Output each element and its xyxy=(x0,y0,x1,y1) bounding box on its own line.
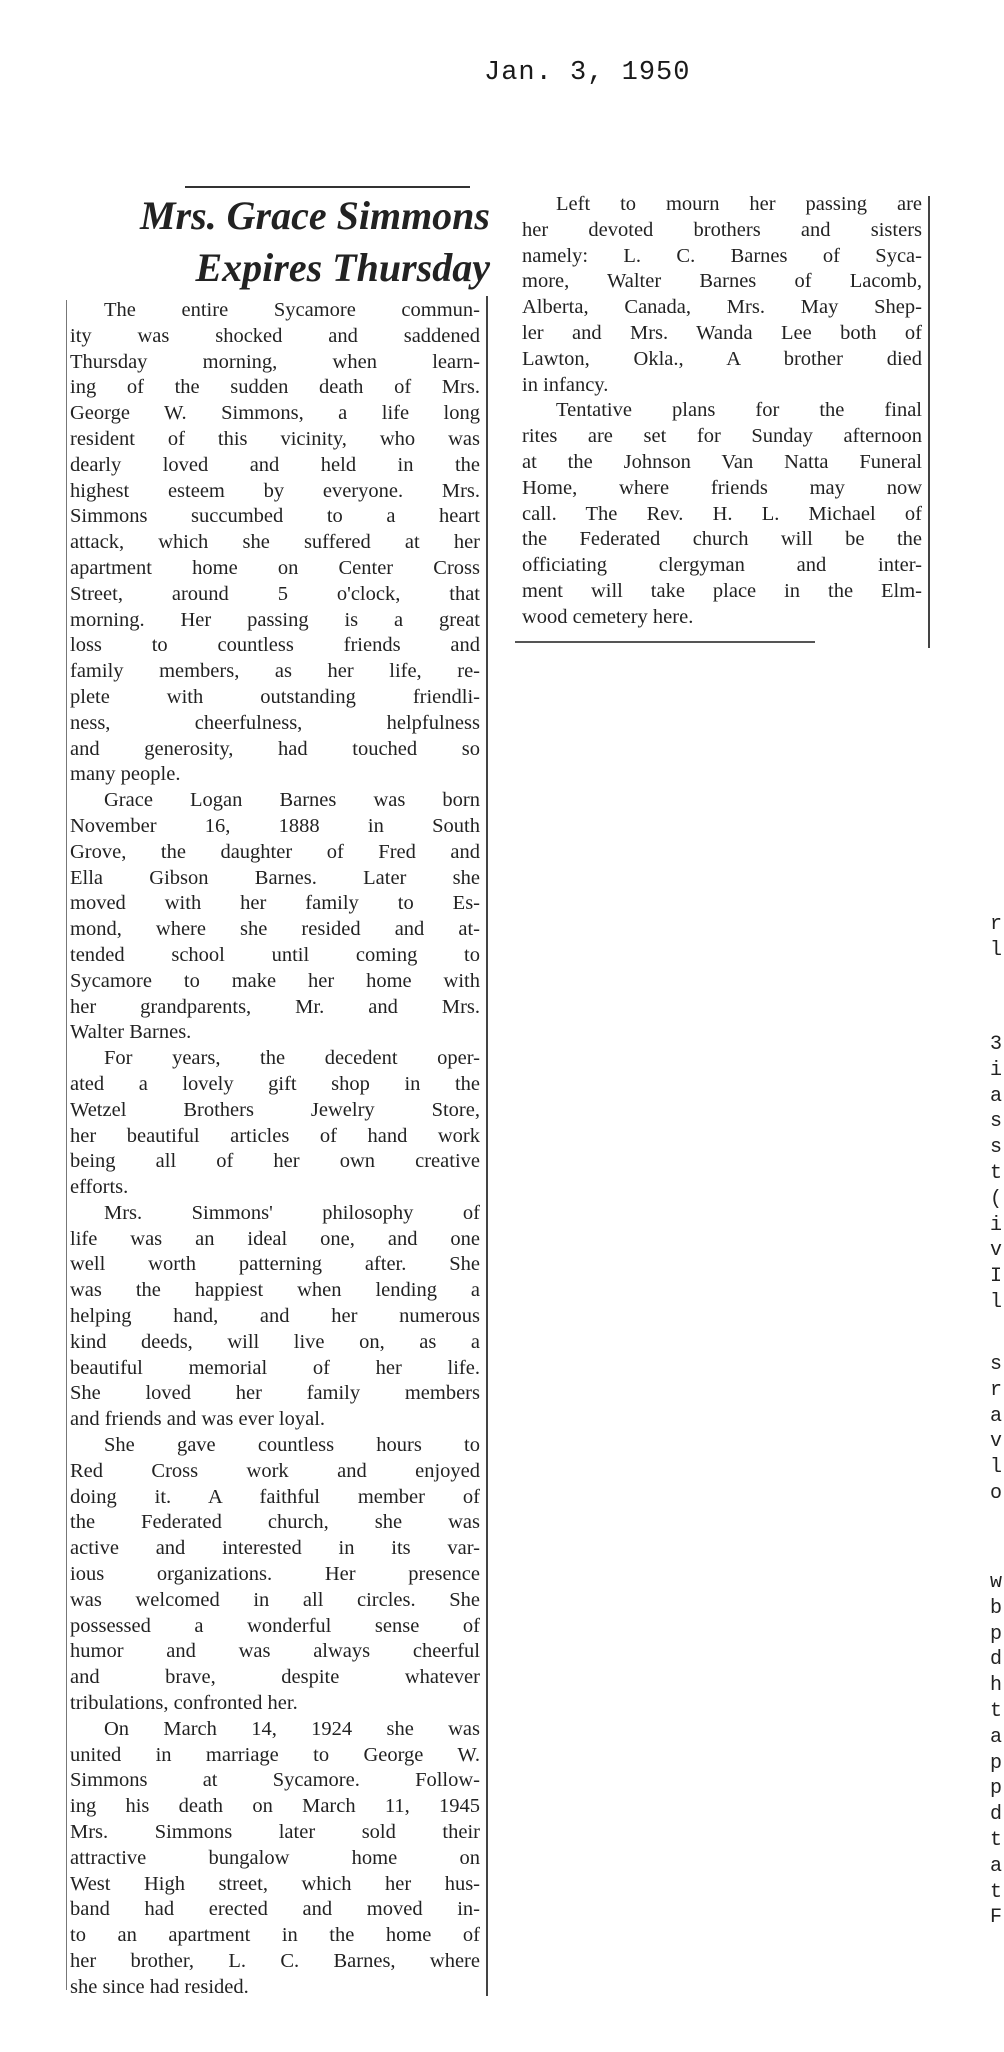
text-line: Thursday morning, when learn- xyxy=(70,350,480,373)
fragment-letter: s xyxy=(990,1136,1003,1160)
fragment-letter: s xyxy=(990,1353,1003,1376)
text-line: mond, where she resided and at- xyxy=(70,918,480,941)
fragment-letter: r xyxy=(990,913,1003,936)
text-line: moved with her family to Es- xyxy=(70,892,480,915)
fragment-letter: t xyxy=(990,1880,1003,1904)
text-line: loss to countless friends and xyxy=(70,634,480,657)
text-line: well worth patterning after. She xyxy=(70,1253,480,1276)
fragment-letter: i xyxy=(990,1058,1003,1082)
text-line: Sycamore to make her home with xyxy=(70,969,480,992)
fragment-letter: l xyxy=(990,938,1003,962)
text-line: Street, around 5 o'clock, that xyxy=(70,582,480,605)
text-line: efforts. xyxy=(70,1176,129,1199)
text-line: Lawton, Okla., A brother died xyxy=(522,347,922,370)
fragment-letter: l xyxy=(990,1290,1003,1314)
fragment-letter: d xyxy=(990,1803,1003,1827)
fragment-letter: d xyxy=(990,1648,1003,1672)
text-line: Red Cross work and enjoyed xyxy=(70,1459,480,1482)
text-line: her devoted brothers and sisters xyxy=(522,218,922,241)
headline-line-1: Mrs. Grace Simmons xyxy=(139,193,490,238)
text-line: tended school until coming to xyxy=(70,943,480,966)
fragment-letter: p xyxy=(990,1751,1003,1775)
text-line: Grove, the daughter of Fred and xyxy=(70,840,480,863)
text-line: officiating clergyman and inter- xyxy=(522,554,922,577)
text-line: apartment home on Center Cross xyxy=(70,556,480,579)
text-line: ment will take place in the Elm- xyxy=(522,579,922,602)
text-line: ness, cheerfulness, helpfulness xyxy=(70,711,480,734)
fragment-group xyxy=(990,1352,1002,1507)
fragment-letter: ( xyxy=(990,1187,1003,1211)
text-line: many people. xyxy=(70,763,181,786)
text-line: band had erected and moved in- xyxy=(70,1898,480,1921)
fragment-letter: h xyxy=(990,1674,1003,1698)
text-line: her brother, L. C. Barnes, where xyxy=(70,1950,480,1972)
text-line: wood cemetery here. xyxy=(522,605,694,628)
fragment-letter: p xyxy=(990,1777,1003,1801)
text-line: active and interested in its var- xyxy=(70,1537,480,1560)
text-line: to an apartment in the home of xyxy=(70,1924,480,1947)
fragment-letter: a xyxy=(990,1084,1003,1108)
text-line: Walter Barnes. xyxy=(70,1021,192,1044)
fragment-letter: o xyxy=(990,1481,1003,1505)
headline-rule xyxy=(185,186,470,188)
headline xyxy=(80,190,490,294)
text-line: the Federated church, she was xyxy=(70,1511,480,1534)
fragment-letter: l xyxy=(990,1456,1003,1480)
column-divider xyxy=(486,296,488,1996)
text-line: tribulations, confronted her. xyxy=(70,1692,298,1715)
text-line: resident of this vicinity, who was xyxy=(70,427,480,450)
text-line: the Federated church will be the xyxy=(522,528,922,551)
text-line: and friends and was ever loyal. xyxy=(70,1408,326,1431)
text-line: Simmons succumbed to a heart xyxy=(70,505,480,528)
text-line: The entire Sycamore commun- xyxy=(104,299,480,321)
text-line: family members, as her life, re- xyxy=(70,660,480,683)
text-line: namely: L. C. Barnes of Syca- xyxy=(522,244,922,267)
text-line: Wetzel Brothers Jewelry Store, xyxy=(70,1098,480,1121)
fragment-letter: v xyxy=(990,1239,1003,1263)
text-line: humor and was always cheerful xyxy=(70,1640,480,1663)
fragment-letter: 3 xyxy=(990,1033,1003,1056)
text-line: She gave countless hours to xyxy=(104,1434,480,1457)
text-line: united in marriage to George W. xyxy=(70,1743,480,1766)
text-line: beautiful memorial of her life. xyxy=(70,1356,480,1379)
text-line: rites are set for Sunday afternoon xyxy=(522,425,922,448)
fragment-letter: t xyxy=(990,1161,1003,1185)
text-line: kind deeds, will live on, as a xyxy=(70,1330,480,1353)
text-line: Mrs. Simmons later sold their xyxy=(70,1821,480,1844)
fragment-letter: v xyxy=(990,1430,1003,1454)
text-line: dearly loved and held in the xyxy=(70,453,480,476)
text-line: ing his death on March 11, 1945 xyxy=(70,1795,480,1818)
fragment-letter: r xyxy=(990,1378,1003,1402)
fragment-group xyxy=(990,1032,1002,1316)
text-line: life was an ideal one, and one xyxy=(70,1227,480,1250)
text-line: ing of the sudden death of Mrs. xyxy=(70,376,480,399)
text-line: November 16, 1888 in South xyxy=(70,814,480,837)
text-line: attack, which she suffered at her xyxy=(70,531,480,554)
text-line: and brave, despite whatever xyxy=(70,1666,480,1689)
right-column-text xyxy=(522,192,922,631)
fragment-letter: b xyxy=(990,1596,1003,1620)
text-line: was welcomed in all circles. She xyxy=(70,1588,480,1611)
fragment-letter: p xyxy=(990,1622,1003,1646)
fragment-group xyxy=(990,1570,1002,1931)
text-line: possessed a wonderful sense of xyxy=(70,1614,480,1637)
text-line: doing it. A faithful member of xyxy=(70,1485,480,1508)
fragment-letter: i xyxy=(990,1213,1003,1237)
text-line: She loved her family members xyxy=(70,1382,480,1405)
text-line: On March 14, 1924 she was xyxy=(104,1717,480,1740)
text-line: Mrs. Simmons' philosophy of xyxy=(104,1201,480,1224)
fragment-group xyxy=(990,912,1002,964)
text-line: Tentative plans for the final xyxy=(556,399,922,422)
text-line: For years, the decedent oper- xyxy=(104,1047,480,1070)
text-line: Alberta, Canada, Mrs. May Shep- xyxy=(522,296,922,319)
text-line: West High street, which her hus- xyxy=(70,1872,480,1895)
text-line: Home, where friends may now xyxy=(522,476,922,499)
text-line: she since had resided. xyxy=(70,1975,249,1998)
text-line: in infancy. xyxy=(522,373,609,396)
right-column-rule xyxy=(928,196,930,648)
left-column-text xyxy=(70,298,480,2001)
fragment-letter: s xyxy=(990,1110,1003,1134)
text-line: her grandparents, Mr. and Mrs. xyxy=(70,995,480,1018)
text-line: George W. Simmons, a life long xyxy=(70,402,480,425)
fragment-letter: a xyxy=(990,1404,1003,1428)
text-line: at the Johnson Van Natta Funeral xyxy=(522,450,922,473)
headline-line-2: Expires Thursday xyxy=(195,245,490,290)
article-end-rule xyxy=(515,641,815,643)
text-line: highest esteem by everyone. Mrs. xyxy=(70,479,480,502)
text-line: Left to mourn her passing are xyxy=(556,193,922,215)
text-line: ity was shocked and saddened xyxy=(70,324,480,347)
text-line: was the happiest when lending a xyxy=(70,1279,480,1302)
text-line: call. The Rev. H. L. Michael of xyxy=(522,502,922,525)
text-line: morning. Her passing is a great xyxy=(70,608,480,631)
fragment-letter: a xyxy=(990,1725,1003,1749)
text-line: Simmons at Sycamore. Follow- xyxy=(70,1769,480,1792)
text-line: Ella Gibson Barnes. Later she xyxy=(70,866,480,889)
text-line: Grace Logan Barnes was born xyxy=(104,789,480,812)
text-line: ler and Mrs. Wanda Lee both of xyxy=(522,321,922,344)
fragment-letter: I xyxy=(990,1265,1003,1289)
clipping-date: Jan. 3, 1950 xyxy=(484,58,691,88)
fragment-letter: t xyxy=(990,1828,1003,1852)
text-line: being all of her own creative xyxy=(70,1150,480,1173)
fragment-letter: t xyxy=(990,1699,1003,1723)
text-line: attractive bungalow home on xyxy=(70,1846,480,1869)
text-line: her beautiful articles of hand work xyxy=(70,1124,480,1147)
fragment-letter: a xyxy=(990,1854,1003,1878)
text-line: and generosity, had touched so xyxy=(70,737,480,760)
text-line: helping hand, and her numerous xyxy=(70,1305,480,1328)
fragment-letter: F xyxy=(990,1906,1003,1930)
text-line: more, Walter Barnes of Lacomb, xyxy=(522,270,922,293)
text-line: ated a lovely gift shop in the xyxy=(70,1072,480,1095)
left-column-rule xyxy=(66,300,67,1990)
text-line: ious organizations. Her presence xyxy=(70,1563,480,1586)
fragment-letter: w xyxy=(990,1571,1003,1594)
text-line: plete with outstanding friendli- xyxy=(70,685,480,708)
